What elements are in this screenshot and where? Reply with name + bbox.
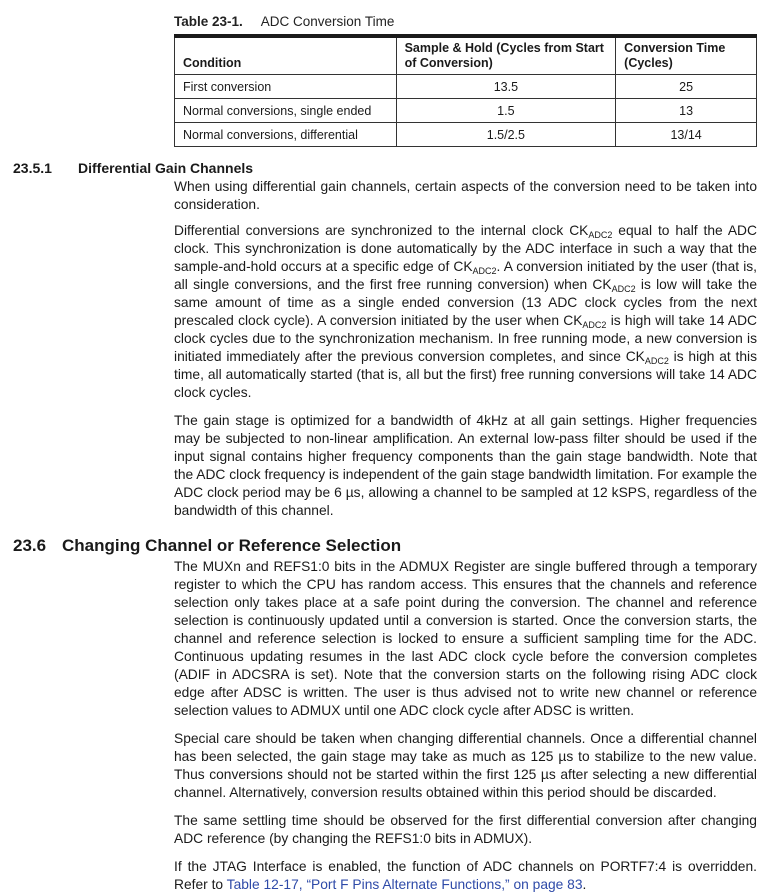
table-row <box>175 123 757 147</box>
header-condition: Condition <box>175 36 397 75</box>
cross-reference-link[interactable]: Table 12-17, “Port F Pins Alternate Functions,” on page 83 <box>226 877 583 892</box>
cell-condition: Normal conversions, single ended <box>175 99 397 123</box>
section-heading-23-5-1 <box>13 160 253 176</box>
paragraph: If the JTAG Interface is enabled, the function of ADC channels on PORTF7:4 is overridden. Refer to Table 12-17, “Port F Pins Alternate Functions,” on page 83. <box>174 859 757 892</box>
section-23-5-1-body <box>174 178 757 520</box>
section-heading-23-6 <box>13 536 401 556</box>
cell-condition: Normal conversions, differential <box>175 123 397 147</box>
cell-sample-hold: 1.5 <box>396 99 616 123</box>
paragraph: The same settling time should be observed for the first differential conversion after changing ADC reference (by changing the REFS1:0 bits in ADMUX). <box>174 813 757 846</box>
header-conversion-time: Conversion Time (Cycles) <box>616 36 757 75</box>
table-header-row <box>175 36 757 75</box>
cell-sample-hold: 1.5/2.5 <box>396 123 616 147</box>
table-caption <box>174 14 394 29</box>
table-caption-title: ADC Conversion Time <box>260 14 395 29</box>
paragraph: The gain stage is optimized for a bandwidth of 4kHz at all gain settings. Higher frequencies may be subjected to non-linear amplification. An external low-pass filter should be used if the input signal contains higher frequency components than the gain stage bandwidth. Note that the ADC clock frequency is independent of the gain stage bandwidth limitation. For example the ADC clock period may be 6 µs, allowing a channel to be sampled at 12 kSPS, regardless of the bandwidth of this channel. <box>174 413 757 518</box>
section-title: Differential Gain Channels <box>78 160 254 176</box>
section-number: 23.5.1 <box>13 160 52 176</box>
paragraph: Differential conversions are synchronized to the internal clock $CK_{ADC2}$ equal to half the ADC clock. This synchronization is done automatically by the ADC interface in such a way that the sample-and-hold occurs at a specific edge of $CK_{ADC2}$. A conversion initiated by the user (that is, all single conversions, and the first free running conversion) when $CK_{ADC2}$ is low will take the same amount of time as a single ended conversion (13 ADC clock cycles from the next prescaled clock cycle). A conversion initiated by the user when $CK_{ADC2}$ is high will take 14 ADC clock cycles due to the synchronization mechanism. In free running mode, a new conversion is initiated immediately after the previous conversion completes, and since $CK_{ADC2}$ is high at this time, all automatically started (that is, all but the first) free running conversions will take 14 ADC clock cycles. <box>174 223 758 400</box>
cell-conversion-time: 13/14 <box>616 123 757 147</box>
header-sample-hold: Sample & Hold (Cycles from Start of Conversion) <box>396 36 616 75</box>
paragraph: When using differential gain channels, certain aspects of the conversion need to be taken into consideration. <box>174 179 757 212</box>
section-23-6-body <box>174 558 757 894</box>
cell-conversion-time: 13 <box>616 99 757 123</box>
cell-condition: First conversion <box>175 75 397 99</box>
table-row <box>175 99 757 123</box>
cell-sample-hold: 13.5 <box>396 75 616 99</box>
table-caption-number: Table 23-1. <box>174 14 243 29</box>
paragraph: The MUXn and REFS1:0 bits in the ADMUX Register are single buffered through a temporary register to which the CPU has random access. This ensures that the channels and reference selection only takes place at a safe point during the conversion. The channel and reference selection is continuously updated until a conversion is started. Once the conversion starts, the channel and reference selection is locked to ensure a sufficient sampling time for the ADC. Continuous updating resumes in the last ADC clock cycle before the conversion completes (ADIF in ADCSRA is set). Note that the conversion starts on the following rising ADC clock edge after ADSC is written. The user is thus advised not to write new channel or reference selection values to ADMUX until one ADC clock cycle after ADSC is written. <box>174 559 757 718</box>
table-row <box>175 75 757 99</box>
section-title: Changing Channel or Reference Selection <box>62 536 402 555</box>
paragraph: Special care should be taken when changing differential channels. Once a differential channel has been selected, the gain stage may take as much as 125 µs to stabilize to the new value. Thus conversions should not be started within the first 125 µs after selecting a new differential channel. Alternatively, conversion results obtained within this period should be discarded. <box>174 731 757 800</box>
adc-conversion-time-table <box>174 34 757 147</box>
cell-conversion-time: 25 <box>616 75 757 99</box>
section-number: 23.6 <box>13 536 47 555</box>
